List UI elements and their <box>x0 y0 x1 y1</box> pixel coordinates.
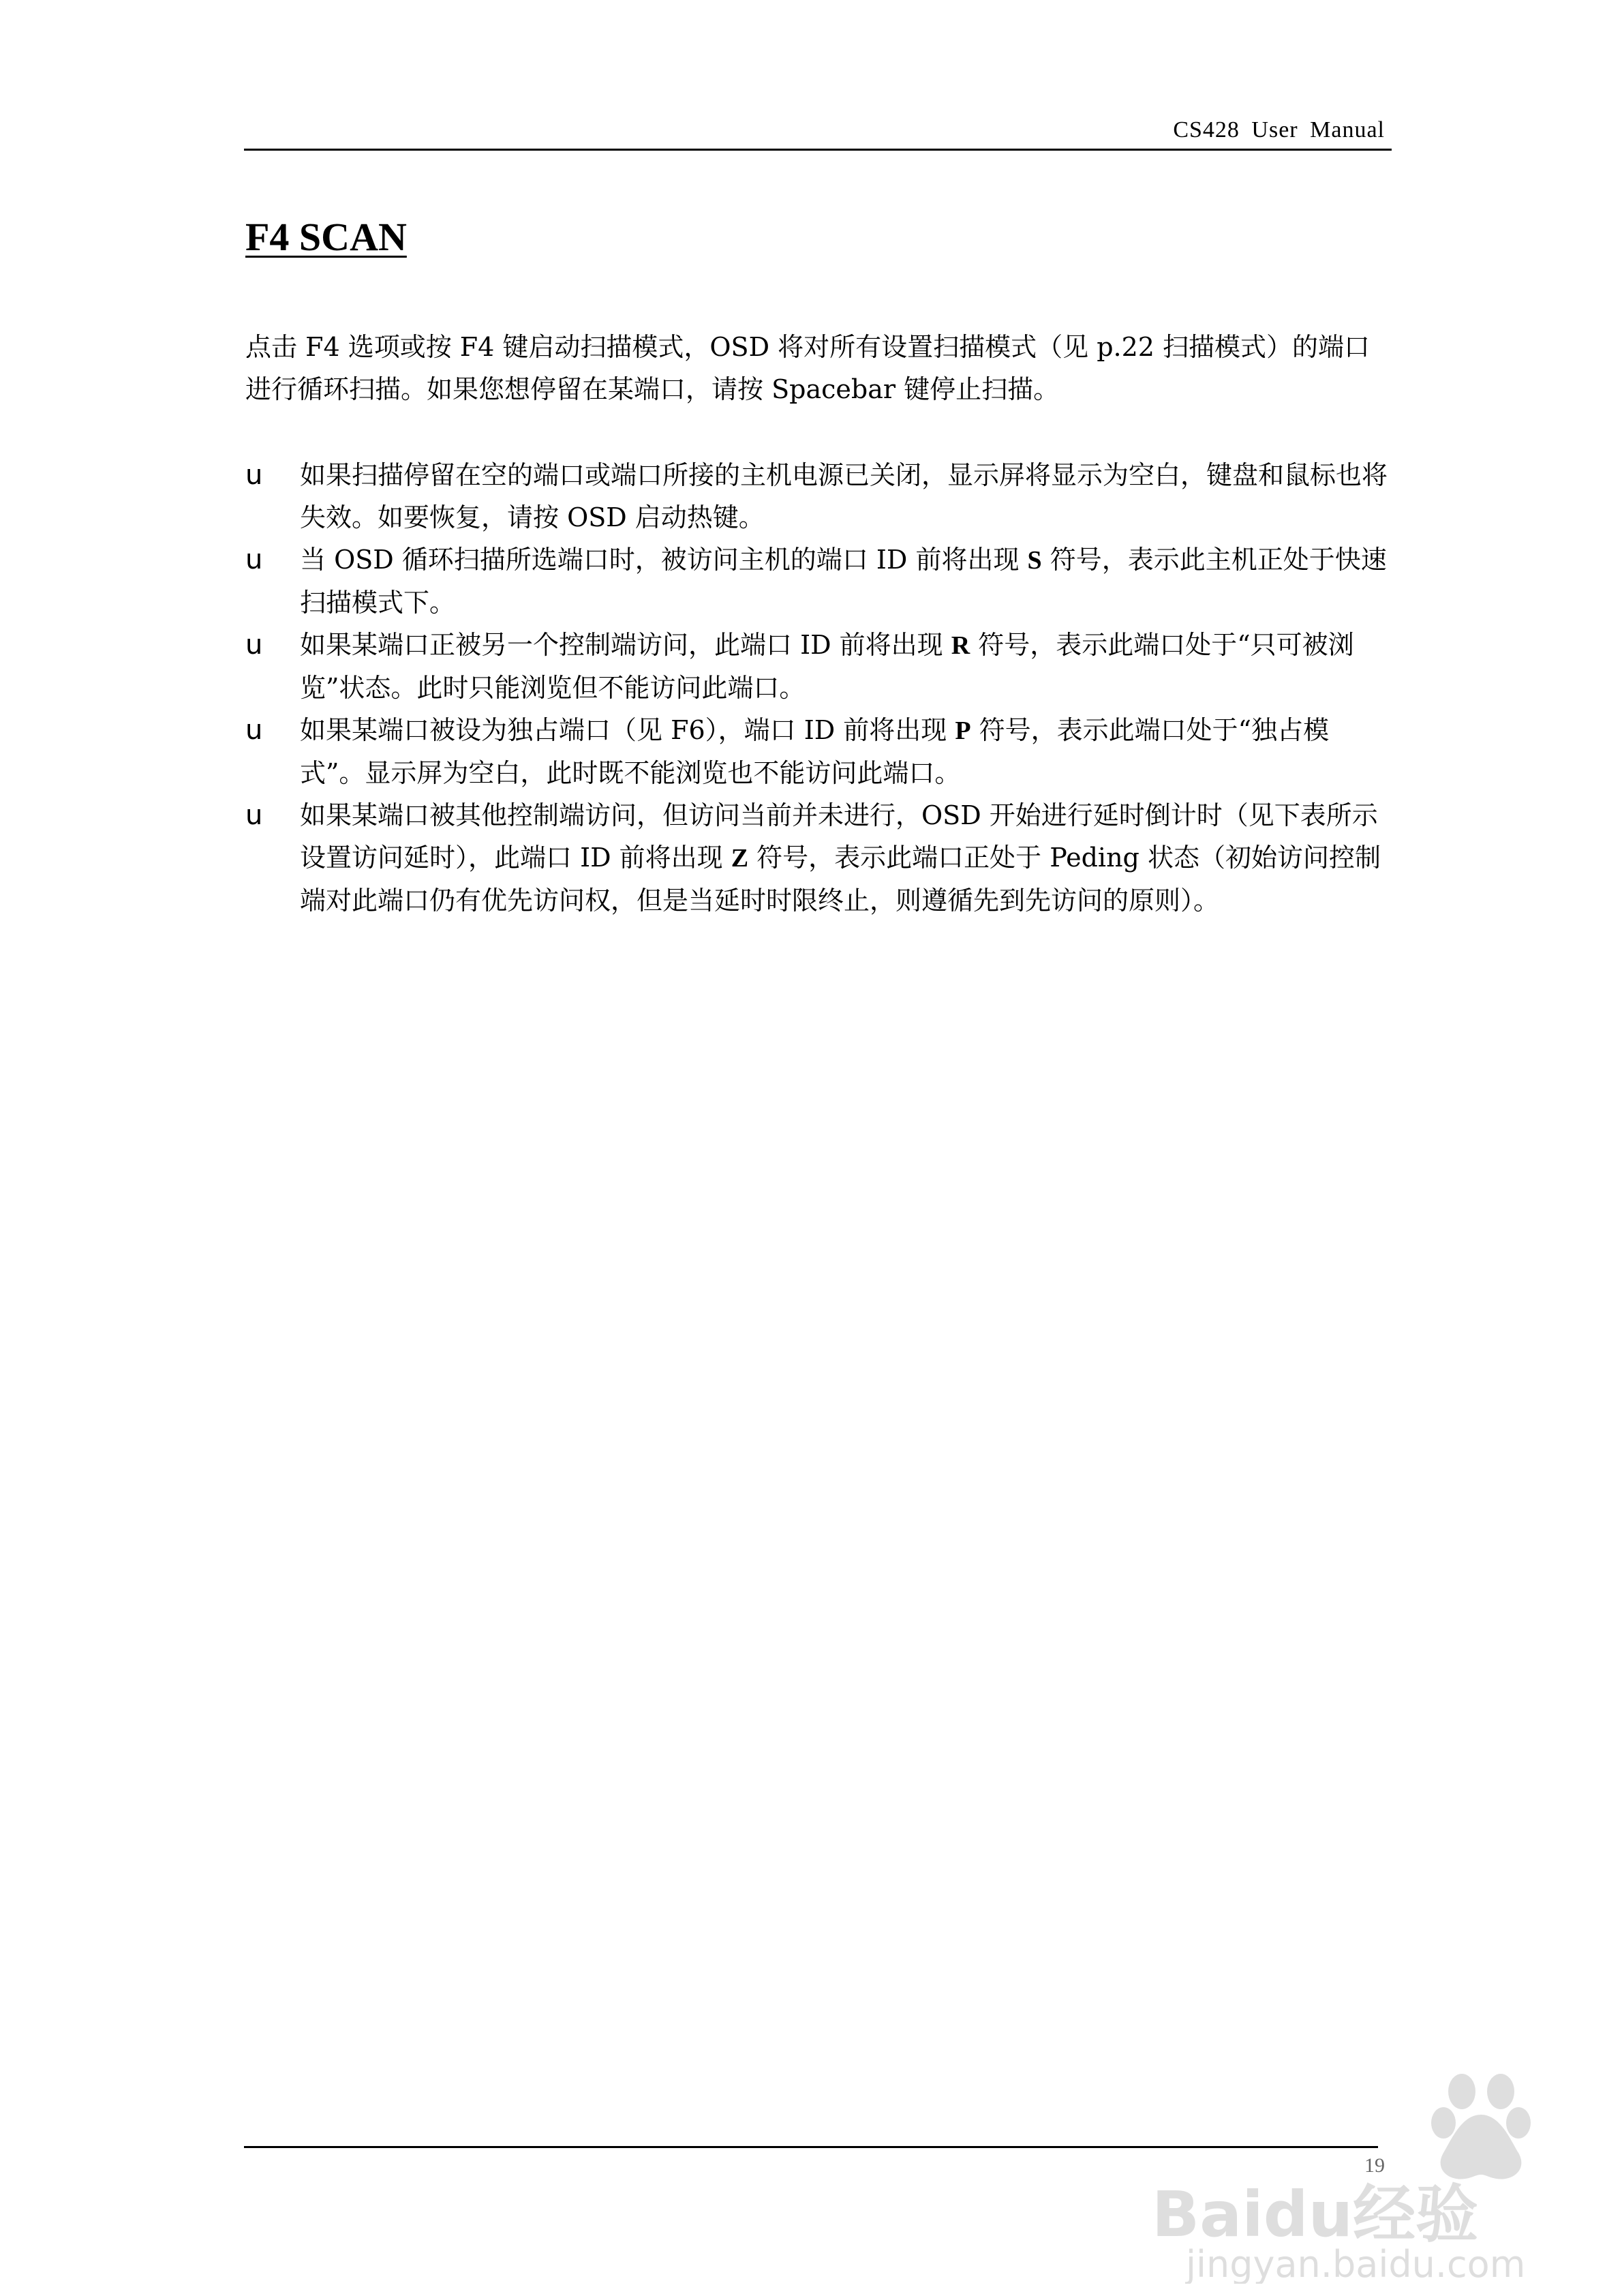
status-symbol-z: Z <box>731 844 749 873</box>
svg-text:Baidu经验: Baidu经验 <box>1152 2178 1479 2251</box>
manual-header-title: CS428 User Manual <box>1173 117 1385 142</box>
bullet-text: 如果扫描停留在空的端口或端口所接的主机电源已关闭，显示屏将显示为空白，键盘和鼠标也将失效。如要恢复，请按 OSD 启动热键。 <box>300 460 1388 532</box>
status-symbol-p: P <box>955 716 971 745</box>
baidu-jingyan-watermark-logo <box>1152 2052 1533 2284</box>
bullet-mark: u <box>245 800 263 831</box>
bullet-item <box>245 624 1390 709</box>
bullet-mark: u <box>245 544 263 575</box>
bullet-text: 如果某端口被设为独占端口（见 F6），端口 ID 前将出现 <box>300 715 955 745</box>
bullet-text: 符号，表示此端口处于“独占模式”。显示屏为空白，此时既不能浏览也不能访问此端口。 <box>300 715 1330 788</box>
bullet-item <box>245 454 1390 539</box>
bullet-list <box>245 454 1390 922</box>
bullet-item <box>245 794 1390 922</box>
bullet-item <box>245 539 1390 624</box>
bullet-mark: u <box>245 459 263 491</box>
bullet-text: 如果某端口正被另一个控制端访问，此端口 ID 前将出现 <box>300 630 951 660</box>
status-symbol-r: R <box>951 631 970 660</box>
section-title: F4 SCAN <box>245 215 407 259</box>
page-number: 19 <box>1364 2154 1385 2177</box>
intro-text: 点击 F4 选项或按 F4 键启动扫描模式，OSD 将对所有设置扫描模式（见 p.22 扫描模式）的端口进行循环扫描。如果您想停留在某端口，请按 Spacebar 键停止扫描。 <box>245 332 1371 404</box>
header-rule <box>244 149 1392 151</box>
bullet-text: 符号，表示此端口正处于 Peding 状态（初始访问控制端对此端口仍有优先访问权，但是当延时时限终止，则遵循先到先访问的原则）。 <box>300 843 1381 916</box>
bullet-mark: u <box>245 629 263 661</box>
intro-paragraph <box>245 326 1390 410</box>
bullet-text: 符号，表示此端口处于“只可被浏览”状态。此时只能浏览但不能访问此端口。 <box>300 630 1354 703</box>
bullet-text: 符号，表示此主机正处于快速扫描模式下。 <box>300 545 1387 618</box>
svg-text:jingyan.baidu.com: jingyan.baidu.com <box>1186 2243 1526 2284</box>
bullet-item <box>245 709 1390 794</box>
bullet-text: 如果某端口被其他控制端访问，但访问当前并未进行，OSD 开始进行延时倒计时（见下表所示设置访问延时），此端口 ID 前将出现 <box>300 800 1378 873</box>
status-symbol-s: S <box>1027 546 1042 575</box>
bullet-text: 当 OSD 循环扫描所选端口时，被访问主机的端口 ID 前将出现 <box>300 545 1028 575</box>
bullet-mark: u <box>245 714 263 746</box>
